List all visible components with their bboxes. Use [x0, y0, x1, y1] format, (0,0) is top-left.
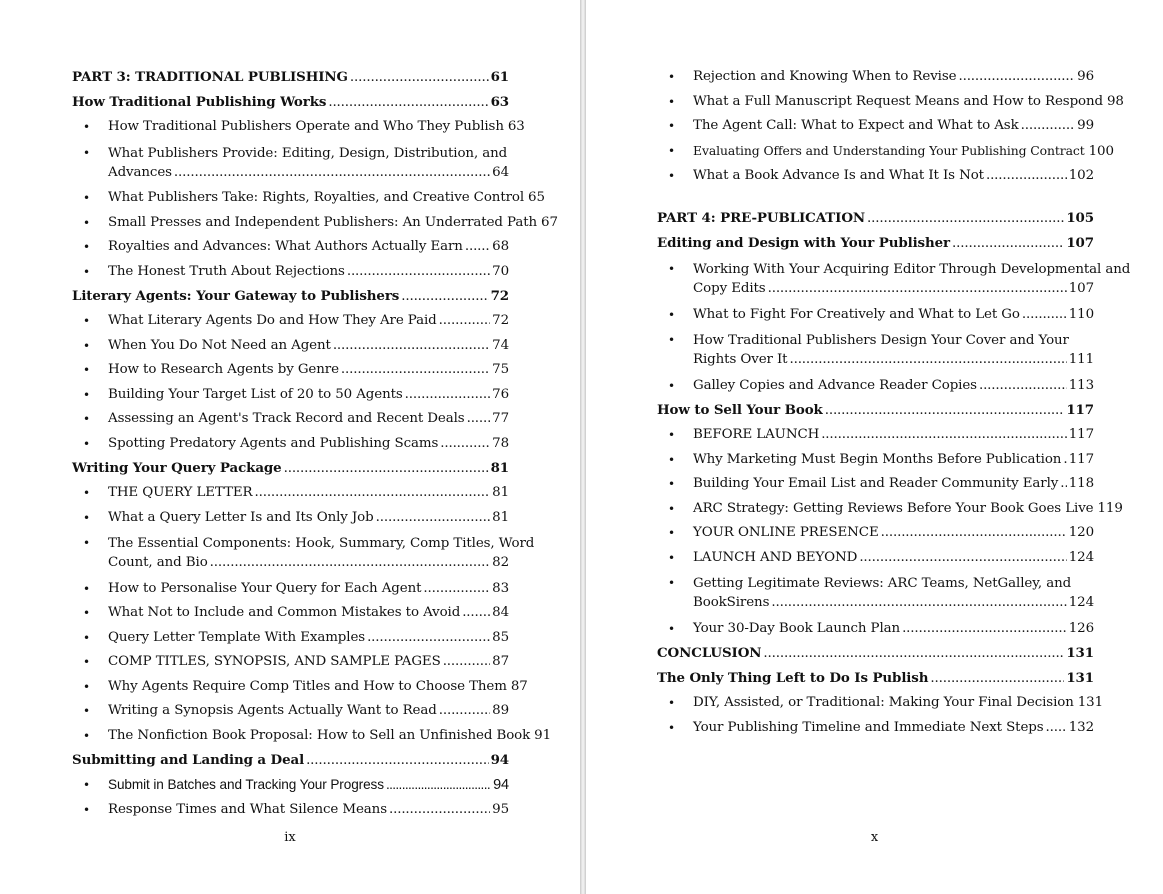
right-page [586, 0, 1163, 894]
dot-leader [376, 510, 491, 526]
toc-entry-page: 124 [1068, 549, 1094, 565]
bullet-icon: • [83, 802, 90, 817]
toc-entry[interactable] [657, 476, 1094, 492]
toc-entry[interactable] [657, 550, 1094, 566]
dot-leader [254, 485, 490, 501]
toc-entry-title: How to Research Agents by Genre [108, 362, 339, 377]
toc-entry-page: 94 [493, 777, 509, 793]
toc-entry[interactable] [657, 720, 1094, 736]
bullet-icon: • [668, 550, 675, 565]
dot-leader [958, 69, 1075, 85]
toc-entry[interactable] [657, 525, 1094, 541]
toc-entry[interactable] [72, 190, 545, 206]
dot-leader [902, 621, 1067, 637]
toc-entry[interactable] [72, 239, 509, 255]
toc-entry-page: 87 [510, 678, 528, 694]
toc-entry-page: 65 [528, 190, 545, 205]
bullet-icon: • [668, 526, 675, 540]
toc-entry-title: PART 4: PRE-PUBLICATION [657, 210, 866, 226]
toc-entry-title: What Not to Include and Common Mistakes to Avoid [108, 605, 461, 620]
dot-leader [386, 777, 491, 793]
toc-entry-title: Evaluating Offers and Understanding Your Publishing Contract [693, 142, 1085, 158]
dot-leader [1060, 476, 1066, 492]
toc-entry-title: Small Presses and Independent Publishers: An Underrated Path [108, 214, 538, 230]
toc-entry-title-line2 [108, 163, 509, 182]
toc-entry-title-line2 [693, 279, 1094, 298]
toc-entry-page: 118 [1068, 476, 1094, 491]
toc-entry-page: 126 [1068, 620, 1094, 636]
toc-entry-page: 113 [1068, 377, 1094, 393]
toc-entry-title-continued: Rights Over It [693, 352, 788, 367]
dot-leader [867, 211, 1064, 227]
toc-entry-title: Query Letter Template With Examples [108, 629, 366, 645]
toc-entry-page: 131 [1077, 695, 1104, 710]
toc-entry[interactable] [72, 630, 509, 646]
toc-entry-page: 100 [1088, 143, 1114, 159]
toc-entry-page: 82 [492, 555, 509, 570]
dot-leader [401, 289, 488, 305]
toc-entry-title: Your 30-Day Book Launch Plan [693, 620, 901, 636]
toc-entry[interactable] [72, 605, 509, 621]
toc-entry-title: Rejection and Knowing When to Revise [693, 69, 957, 84]
toc-entry-page: 77 [492, 411, 509, 426]
toc-entry-page: 63 [490, 94, 509, 110]
toc-entry-title: Spotting Predatory Agents and Publishing Scams [108, 435, 439, 451]
toc-entry-page: 83 [492, 580, 509, 596]
toc-entry-page: 70 [492, 263, 509, 279]
toc-entry-page: 94 [490, 752, 509, 768]
dot-leader [768, 279, 1067, 298]
toc-entry-title: The Agent Call: What to Expect and What to Ask [693, 118, 1019, 133]
dot-leader [763, 646, 1064, 662]
toc-entry-title: What a Query Letter Is and Its Only Job [108, 509, 374, 525]
toc-entry[interactable] [72, 387, 509, 403]
toc-entry-title-continued: Copy Edits [693, 281, 766, 296]
toc-entry-title: THE QUERY LETTER [108, 485, 253, 500]
dot-leader [465, 239, 490, 255]
toc-chapter-heading[interactable] [72, 752, 509, 769]
bullet-icon: • [668, 94, 675, 109]
toc-entry-page: 74 [492, 337, 509, 353]
dot-leader [333, 338, 490, 354]
dot-leader [443, 654, 490, 670]
bullet-icon: • [668, 169, 675, 183]
toc-entry-title: Writing Your Query Package [72, 460, 282, 476]
toc-chapter-heading[interactable] [657, 402, 1094, 419]
bullet-icon: • [668, 333, 675, 347]
toc-entry[interactable] [657, 574, 1094, 612]
toc-entry-title: COMP TITLES, SYNOPSIS, AND SAMPLE PAGES [108, 654, 441, 669]
dot-leader [979, 378, 1067, 394]
toc-entry-page: 68 [492, 239, 509, 254]
toc-entry[interactable] [657, 427, 1094, 443]
toc-entry[interactable] [72, 485, 509, 501]
dot-leader [284, 461, 489, 477]
toc-entry-title: YOUR ONLINE PRESENCE [693, 525, 879, 540]
toc-entry[interactable] [657, 621, 1094, 637]
toc-entry[interactable] [72, 727, 551, 744]
toc-chapter-heading[interactable] [657, 645, 1094, 662]
bullet-icon: • [668, 576, 675, 590]
toc-entry[interactable] [657, 118, 1094, 134]
toc-entry-title: Writing a Synopsis Agents Actually Want to Read [108, 703, 437, 718]
bullet-icon: • [83, 363, 90, 377]
toc-entry-title: Editing and Design with Your Publisher [657, 235, 951, 251]
toc-entry-title: Building Your Email List and Reader Community Early [693, 476, 1059, 491]
toc-entry-title: How to Personalise Your Query for Each Agent [108, 580, 422, 596]
toc-entry-page: 132 [1068, 719, 1094, 735]
toc-entry-page: 87 [492, 654, 509, 669]
bullet-icon: • [83, 536, 90, 550]
toc-entry-title: When You Do Not Need an Agent [108, 337, 331, 353]
bullet-icon: • [668, 428, 675, 442]
bullet-icon: • [668, 621, 675, 636]
toc-entry-page: 75 [492, 362, 509, 377]
bullet-icon: • [83, 387, 90, 402]
dot-leader [821, 427, 1067, 443]
toc-entry-title-line2 [693, 350, 1094, 369]
toc-part-heading[interactable] [72, 69, 509, 86]
dot-leader [439, 313, 491, 329]
bullet-icon: • [83, 630, 90, 645]
toc-entry-title: The Honest Truth About Rejections [108, 263, 345, 279]
left-page [0, 0, 580, 894]
toc-entry-title: How Traditional Publishers Operate and Who They Publish [108, 119, 504, 134]
toc-entry-page: 111 [1068, 352, 1094, 367]
toc-chapter-heading[interactable] [657, 670, 1094, 687]
toc-entry-title: What a Full Manuscript Request Means and How to Respond [693, 93, 1104, 109]
toc-entry-title: BEFORE LAUNCH [693, 427, 820, 442]
bullet-icon: • [668, 262, 675, 276]
toc-entry-title: PART 3: TRADITIONAL PUBLISHING [72, 69, 348, 85]
toc-entry-page: 67 [541, 214, 558, 230]
bullet-icon: • [83, 264, 90, 279]
toc-entry[interactable] [657, 142, 1114, 160]
toc-entry-page: 131 [1066, 645, 1094, 661]
toc-entry[interactable] [72, 678, 528, 695]
bullet-icon: • [668, 119, 675, 133]
toc-entry-page: 96 [1077, 69, 1094, 84]
bullet-icon: • [668, 70, 675, 84]
toc-entry-page: 63 [507, 119, 525, 134]
bullet-icon: • [83, 215, 90, 230]
dot-leader [952, 236, 1064, 252]
dot-leader [789, 350, 1066, 369]
dot-leader [881, 525, 1067, 541]
toc-entry[interactable] [657, 378, 1094, 394]
dot-leader [930, 671, 1064, 687]
dot-leader [341, 362, 490, 378]
toc-entry[interactable] [72, 510, 509, 526]
dot-leader [350, 70, 489, 86]
dot-leader [1046, 720, 1067, 736]
bullet-icon: • [83, 240, 90, 254]
toc-entry-title: Building Your Target List of 20 to 50 Agents [108, 386, 403, 402]
toc-entry[interactable] [657, 331, 1094, 369]
toc-entry[interactable] [72, 654, 509, 670]
dot-leader [771, 593, 1066, 612]
toc-entry-page: 95 [492, 801, 509, 817]
toc-chapter-heading[interactable] [72, 460, 509, 477]
bullet-icon: • [83, 486, 90, 500]
dot-leader [389, 802, 490, 818]
toc-entry-page: 78 [492, 435, 509, 451]
dot-leader [174, 163, 490, 182]
toc-entry-title: How Traditional Publishing Works [72, 94, 327, 110]
toc-entry-title-line2 [693, 593, 1094, 612]
page-number-left: ix [284, 830, 296, 845]
bullet-icon: • [83, 510, 90, 525]
toc-entry-title: Why Agents Require Comp Titles and How to Choose Them [108, 678, 507, 694]
bullet-icon: • [668, 477, 675, 491]
toc-entry-title: The Nonfiction Book Proposal: How to Sell an Unfinished Book [108, 727, 531, 743]
toc-entry-title: Galley Copies and Advance Reader Copies [693, 377, 977, 393]
toc-entry-page: 117 [1068, 427, 1094, 442]
toc-entry[interactable] [72, 214, 558, 231]
toc-entry[interactable] [72, 338, 509, 354]
dot-leader [467, 411, 491, 427]
bullet-icon: • [668, 696, 675, 710]
toc-entry-title: What a Book Advance Is and What It Is Not [693, 168, 984, 183]
toc-entry[interactable] [72, 802, 509, 818]
bullet-icon: • [83, 338, 90, 353]
toc-entry-title-line2 [108, 553, 509, 572]
toc-entry-page: 107 [1066, 235, 1094, 251]
toc-entry-title-continued: Advances [108, 164, 172, 180]
toc-entry-title: Submit in Batches and Tracking Your Progress [108, 777, 384, 792]
dot-leader [986, 168, 1067, 184]
bullet-icon: • [668, 452, 675, 467]
toc-entry[interactable] [657, 500, 1123, 517]
toc-entry-title: How to Sell Your Book [657, 402, 823, 418]
toc-entry-page: 72 [492, 313, 509, 328]
dot-leader [859, 550, 1066, 566]
bullet-icon: • [83, 145, 90, 160]
toc-entry[interactable] [72, 777, 509, 793]
toc-entry-title: Why Marketing Must Begin Months Before Publication [693, 451, 1062, 467]
dot-leader [423, 581, 490, 597]
toc-entry[interactable] [72, 144, 509, 182]
dot-leader [347, 264, 490, 280]
dot-leader [405, 387, 490, 403]
toc-entry-page: 124 [1068, 595, 1094, 610]
dot-leader [439, 703, 490, 719]
page-number-right: x [870, 830, 879, 845]
toc-part-heading[interactable] [657, 210, 1094, 227]
toc-entry-page: 81 [492, 509, 509, 525]
toc-entry[interactable] [72, 703, 509, 719]
toc-entry-title: DIY, Assisted, or Traditional: Making Your Final Decision [693, 695, 1074, 710]
toc-entry-page: 76 [492, 386, 509, 402]
dot-leader [462, 605, 490, 621]
toc-entry[interactable] [657, 452, 1094, 468]
toc-entry-title-continued: Count, and Bio [108, 555, 208, 570]
toc-entry-title-line1: What Publishers Provide: Editing, Design, Distribution, and [108, 145, 508, 161]
toc-entry-title: What Publishers Take: Rights, Royalties, and Creative Control [108, 190, 525, 205]
toc-entry-page: 84 [492, 605, 509, 620]
bullet-icon: • [83, 778, 90, 792]
dot-leader [1022, 307, 1067, 323]
toc-entry-page: 110 [1068, 306, 1094, 322]
toc-entry[interactable] [72, 362, 509, 378]
toc-entry-page: 72 [490, 288, 509, 304]
dot-leader [825, 403, 1065, 419]
toc-entry-title: CONCLUSION [657, 645, 762, 661]
toc-entry-page: 107 [1068, 281, 1094, 296]
toc-entry-page: 131 [1066, 670, 1094, 686]
dot-leader [440, 436, 490, 452]
toc-entry[interactable] [72, 264, 509, 280]
toc-entry-title-line1: Working With Your Acquiring Editor Through Developmental and [693, 262, 1131, 277]
toc-entry-page: 61 [490, 69, 509, 85]
toc-entry-title-line1: The Essential Components: Hook, Summary, Comp Titles, Word [108, 536, 535, 551]
toc-entry-page: 98 [1107, 93, 1124, 109]
toc-entry[interactable] [657, 93, 1124, 110]
toc-entry-title: Royalties and Advances: What Authors Actually Earn [108, 239, 463, 254]
toc-entry-page: 85 [492, 629, 509, 645]
toc-entry-title: Assessing an Agent's Track Record and Recent Deals [108, 411, 465, 426]
toc-entry-title: LAUNCH AND BEYOND [693, 549, 858, 565]
bullet-icon: • [83, 314, 90, 328]
toc-entry-page: 120 [1068, 525, 1094, 540]
table-of-contents-right [657, 69, 1131, 744]
toc-entry[interactable] [657, 69, 1094, 85]
toc-entry-page: 91 [534, 727, 551, 743]
dot-leader [1063, 452, 1066, 468]
toc-entry[interactable] [657, 260, 1131, 298]
toc-entry-page: 102 [1068, 168, 1094, 183]
toc-entry[interactable] [72, 436, 509, 452]
toc-entry-title: What to Fight For Creatively and What to Let Go [693, 306, 1020, 322]
bullet-icon: • [83, 728, 90, 743]
toc-entry-page: 105 [1066, 210, 1094, 226]
bullet-icon: • [83, 191, 90, 205]
toc-chapter-heading[interactable] [72, 94, 509, 111]
bullet-icon: • [83, 412, 90, 426]
toc-entry[interactable] [657, 307, 1094, 323]
dot-leader [1021, 118, 1076, 134]
toc-entry-title: ARC Strategy: Getting Reviews Before Your Book Goes Live [693, 500, 1094, 516]
toc-entry-title: Your Publishing Timeline and Immediate Next Steps [693, 719, 1044, 735]
dot-leader [328, 95, 488, 111]
bullet-icon: • [83, 655, 90, 669]
toc-entry[interactable] [72, 313, 509, 329]
toc-entry-title-line1: How Traditional Publishers Design Your Cover and Your [693, 333, 1069, 348]
toc-entry-page: 119 [1097, 500, 1123, 516]
bullet-icon: • [83, 679, 90, 694]
table-of-contents-left [72, 69, 558, 826]
toc-entry-page: 81 [490, 460, 509, 476]
bullet-icon: • [668, 501, 675, 516]
toc-entry-page: 117 [1066, 402, 1094, 418]
toc-entry[interactable] [72, 411, 509, 427]
bullet-icon: • [83, 436, 90, 451]
bullet-icon: • [83, 581, 90, 596]
toc-entry-title: Response Times and What Silence Means [108, 801, 387, 817]
bullet-icon: • [668, 378, 675, 393]
bullet-icon: • [668, 720, 675, 735]
dot-leader [367, 630, 490, 646]
toc-chapter-heading[interactable] [657, 235, 1094, 252]
toc-entry[interactable] [657, 168, 1094, 184]
toc-entry-title: The Only Thing Left to Do Is Publish [657, 670, 929, 686]
toc-entry-page: 117 [1068, 451, 1094, 467]
toc-chapter-heading[interactable] [72, 288, 509, 305]
bullet-icon: • [83, 704, 90, 718]
toc-entry[interactable] [72, 119, 525, 135]
toc-entry-page: 81 [492, 485, 509, 500]
toc-entry-page: 64 [492, 164, 509, 180]
toc-entry-title: Literary Agents: Your Gateway to Publishers [72, 288, 400, 304]
toc-entry-title: What Literary Agents Do and How They Are Paid [108, 313, 437, 328]
toc-entry[interactable] [657, 695, 1104, 711]
bullet-icon: • [83, 606, 90, 620]
toc-entry-page: 89 [492, 703, 509, 718]
toc-entry-title: Submitting and Landing a Deal [72, 752, 305, 768]
bullet-icon: • [83, 120, 90, 134]
dot-leader [210, 553, 490, 572]
toc-entry[interactable] [72, 534, 535, 572]
bullet-icon: • [668, 307, 675, 322]
dot-leader [306, 753, 489, 769]
toc-entry[interactable] [72, 581, 509, 597]
toc-entry-page: 99 [1077, 118, 1094, 133]
toc-entry-title-continued: BookSirens [693, 595, 770, 610]
toc-entry-title-line1: Getting Legitimate Reviews: ARC Teams, NetGalley, and [693, 576, 1072, 591]
bullet-icon: • [668, 143, 675, 158]
